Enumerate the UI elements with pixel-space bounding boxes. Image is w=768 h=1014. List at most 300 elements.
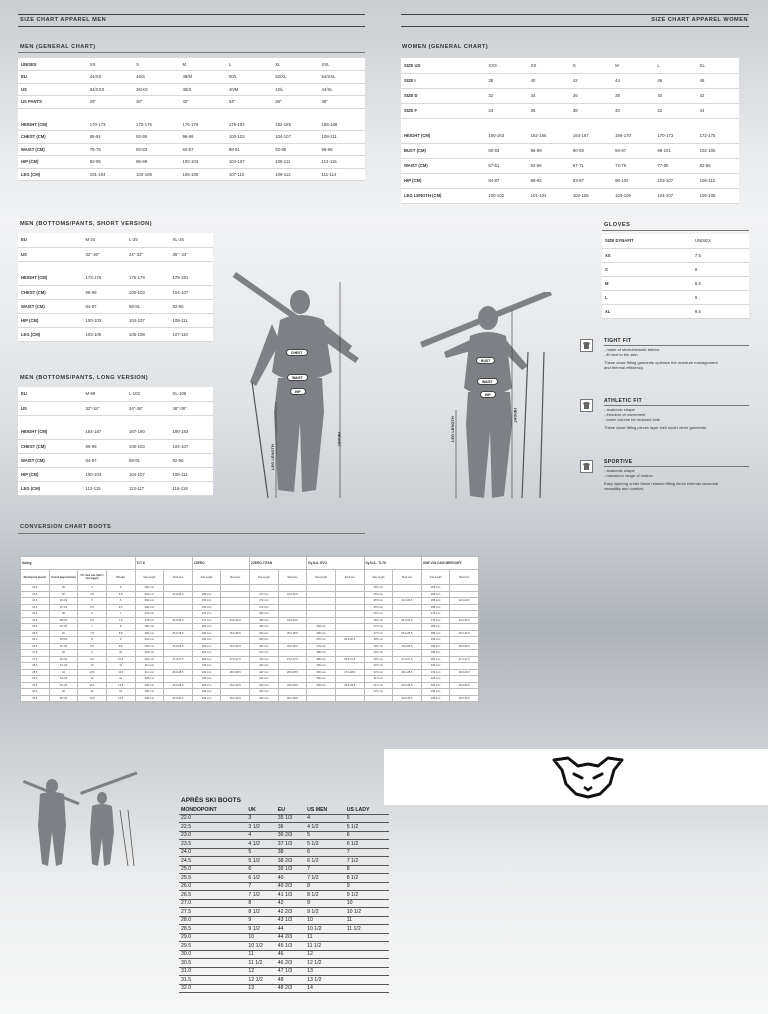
table-cell: 257 mm [364,585,393,592]
table-cell: 303 mm [192,650,221,657]
table-row [18,247,213,261]
table-cell: 316 mm [192,669,221,676]
table-row [18,118,365,131]
table-cell: 294 mm [192,643,221,650]
table-cell: 5 [345,814,389,823]
table-gap [18,261,213,271]
table-cell: 38/S [179,83,225,96]
table-cell: 164-167 [570,128,612,143]
table-cell: 330 mm [135,689,164,696]
table-cell: 30,0-30,5 [221,695,250,702]
table-cell: 282 mm [250,617,279,624]
table-cell: 35 1/3 [276,814,305,823]
row-label: UNISEX [18,58,87,71]
table-cell: 11 [305,933,345,942]
table-cell: 34"-36" [126,401,169,415]
table-cell: 26.0 [179,882,246,891]
table-cell: 25,0-25,5 [221,630,250,637]
table-cell: 104-107 [226,156,272,169]
table-cell: 103-107 [654,173,696,188]
table-cell: 47 1/3 [276,967,305,976]
table-cell: 339 mm [421,689,450,696]
table-row [18,131,365,144]
table-cell: 27,0-27,5 [278,656,307,663]
table-cell: 54/XXL [319,71,365,84]
table-cell: 5,5 [106,591,135,598]
table-cell: 25.5 [179,874,246,883]
fit-icon [580,460,593,473]
table-cell: 9 [106,637,135,644]
table-cell: 9 [78,650,107,657]
table-cell: 100-103 [83,467,126,481]
table-cell: 44 [612,73,654,88]
table-cell: 6 1/2 [345,840,389,849]
table-cell [345,984,389,993]
table-cell: 24.5 [179,857,246,866]
boots-sub-header: Sole length [192,570,221,585]
table-row [18,271,213,285]
row-label: LEG (CM) [18,481,83,495]
table-cell: 103-106 [612,188,654,203]
boots-sub-header: Shell size [278,570,307,585]
table-cell: 36"- 34" [169,247,213,261]
table-cell: 27,0 [21,650,50,657]
table-cell: 38 [570,103,612,118]
table-cell: 182-185 [272,118,318,131]
table-cell: 28,0-28,5 [221,669,250,676]
table-cell: 6 [78,611,107,618]
table-cell: 100-103 [179,156,225,169]
table-cell: 105-108 [126,327,169,341]
table-row [18,58,365,71]
table-cell: 279 mm [421,611,450,618]
table-cell: 105-108 [697,188,739,203]
table-cell: 88-92 [528,173,570,188]
table-row [18,313,213,327]
apres-column-header: US MEN [307,806,328,813]
table-row [602,276,749,290]
table-cell: 272 mm [250,598,279,605]
table-cell: 179-181 [169,271,213,285]
man-waist-callout: WAIST [287,374,308,381]
table-cell: 25,0 [21,624,50,631]
table-cell: 269 mm [307,624,336,631]
boots-sub-header: Shell size [221,570,250,585]
man-pole [252,382,268,498]
table-cell: 108-111 [169,467,213,481]
table-cell: M-98 [83,387,126,401]
table-cell: 10,5 [106,656,135,663]
table-row [18,233,213,247]
table-cell: XL-26 [169,233,213,247]
woman-head [478,306,498,330]
table-cell: 41 1/3 [49,643,78,650]
table-cell: 43 1/3 [49,663,78,670]
table-cell: 30.5 [179,959,246,968]
table-cell: 8 [106,624,135,631]
table-cell: 342 mm [250,695,279,702]
table-cell: XS [528,58,570,73]
table-cell: 9,5 [106,643,135,650]
table-cell: 100-103 [83,313,126,327]
table-cell: 316 mm [192,663,221,670]
skiers-couple-figure [20,770,140,870]
table-cell: 287 mm [364,643,393,650]
table-cell: 262 mm [135,598,164,605]
table-cell: 24,0 [21,611,50,618]
table-row [179,950,389,959]
men-header-top-rule [18,14,365,15]
table-cell: 12 1/2 [246,976,275,985]
apres-table [179,806,389,993]
table-row [401,173,739,188]
table-cell: 30,0 [21,689,50,696]
table-cell: 40 [276,874,305,883]
table-cell: 29,5 [21,682,50,689]
table-row [602,304,749,318]
table-cell: 294 mm [192,637,221,644]
table-cell: 29,0 [21,676,50,683]
table-cell: 262 mm [135,604,164,611]
table-cell: 309 mm [421,650,450,657]
table-cell: 12 [78,689,107,696]
table-cell: 320 mm [135,682,164,689]
table-cell: 109-112 [272,168,318,181]
table-cell: 319 mm [421,663,450,670]
table-cell [345,933,389,942]
fit-description: Easy layering under these relaxed fitting items extends seasonal [604,481,719,486]
table-cell: 43 1/3 [276,916,305,925]
table-cell: 10,5 [78,669,107,676]
table-cell: 94-97 [612,143,654,158]
table-row [18,168,365,181]
table-cell: 50/L [226,71,272,84]
table-cell: 309 mm [421,656,450,663]
table-cell: 102-105 [697,143,739,158]
table-cell: 84-87 [83,299,126,313]
table-cell: 96-99 [179,131,225,144]
table-row [18,401,213,415]
fit-feature: - lower volume for reduced bulk [604,417,660,422]
table-cell: 4 [78,585,107,592]
women-general-title: WOMEN (GENERAL CHART) [402,44,489,50]
row-label: HEIGHT (CM) [18,118,87,131]
table-row [179,857,389,866]
apres-header-row [179,806,389,814]
table-cell: 329 mm [421,682,450,689]
table-cell: 5 [78,598,107,605]
table-cell: 320 mm [135,676,164,683]
table-cell: 44/XS [87,71,133,84]
table-cell: 6 [106,598,135,605]
apres-title: APRÈS SKI BOOTS [181,797,241,804]
table-row [401,103,739,118]
table-cell: 8 [246,899,275,908]
table-cell: 29,0-29,5 [164,682,193,689]
table-row [179,899,389,908]
table-cell: 292 mm [250,630,279,637]
boots-rule [18,533,365,534]
table-row [179,967,389,976]
table-cell: L [226,58,272,71]
table-cell: 5,5 [78,604,107,611]
table-cell: 103-106 [83,327,126,341]
fit-description: These close fitting garments optimize the moisture management [604,360,718,365]
table-cell: 185-188 [319,118,365,131]
table-cell: 292 mm [250,624,279,631]
table-cell: 42 [697,88,739,103]
table-cell: 46 [654,73,696,88]
table-cell: 44 2/3 [49,676,78,683]
table-cell: 36 [570,88,612,103]
men-short-title: MEN (BOTTOMS/PANTS, SHORT VERSION) [20,221,153,227]
table-cell: 30,5 [21,695,50,702]
table-cell: 307 mm [364,669,393,676]
table-cell: 38 2/3 [49,617,78,624]
table-cell: L-25 [126,233,169,247]
table-cell: 291 mm [135,643,164,650]
table-cell: 176-179 [126,271,169,285]
table-row [179,925,389,934]
apres-column-header: US LADY [346,806,370,813]
boots-sub-header: Shell size [450,570,479,585]
table-cell: 6,5 [106,604,135,611]
row-label: SIZE F [401,103,485,118]
table-cell: 38 [49,611,78,618]
table-cell: 25,0-25,5 [164,630,193,637]
table-cell: 23,0 [21,598,50,605]
table-row [401,128,739,143]
man-hip-callout: HIP [290,388,306,395]
table-cell: 52/XL [272,71,318,84]
row-label: WAIST (CM) [18,299,83,313]
table-cell: 301 mm [135,656,164,663]
woman-pole-far [540,352,544,498]
table-cell: 28,0-28,5 [278,669,307,676]
men-long-title: MEN (BOTTOMS/PANTS, LONG VERSION) [20,375,149,381]
row-label: LEG (CM) [18,168,87,181]
table-cell: 6 [305,848,345,857]
row-label: HIP (CM) [18,313,83,327]
snow-leopard-logo-icon [548,754,628,800]
table-cell: 22.0 [179,814,246,823]
man-chest-callout: CHEST [286,349,308,356]
table-cell: 62-66 [528,158,570,173]
row-label: CHEST (CM) [18,439,83,453]
table-cell: 176-179 [179,118,225,131]
table-cell: 13 [305,967,345,976]
fit-feature: - maximum range of motion [604,473,653,478]
table-cell: 8 1/2 [345,874,389,883]
table-cell: 98-102 [612,173,654,188]
row-label: HIP (CM) [18,467,83,481]
table-cell: 44/XL [319,83,365,96]
woman-torso [464,332,512,396]
table-cell: 35 [49,585,78,592]
table-cell: 12,5 [106,682,135,689]
table-cell: 26,0-26,5 [278,643,307,650]
table-cell: 22,5 [21,591,50,598]
boots-sub-header: Sole length [307,570,336,585]
row-label: HEIGHT (CM) [18,271,83,285]
table-cell: 9 [345,882,389,891]
women-general-table [401,58,739,204]
table-cell: 9 [305,899,345,908]
table-cell: 36"-38" [169,401,213,415]
women-header-top-rule [401,14,749,15]
table-row [179,976,389,985]
table-row [401,143,739,158]
boots-group-header: ZZERO [192,557,249,570]
men-long-table [18,387,213,496]
table-cell: 41 1/3 [276,891,305,900]
woman-pole-right [522,352,528,498]
table-cell [345,950,389,959]
table-cell: 257 mm [364,604,393,611]
table-cell: 274 mm [192,611,221,618]
table-row [179,874,389,883]
table-cell: 8 1/2 [246,908,275,917]
table-cell: 40 2/3 [276,882,305,891]
table-row [21,695,479,702]
table-cell: 311 mm [135,663,164,670]
table-cell: 108-111 [169,313,213,327]
table-cell: 30,0-30,5 [393,695,422,702]
table-gap-cell [18,415,213,425]
table-cell: XL-106 [169,387,213,401]
table-cell: 11 [345,916,389,925]
man-measure-figure [228,262,378,502]
table-cell: 30,0-30,5 [278,695,307,702]
table-cell: 8 [692,262,749,276]
table-cell: 10 1/2 [305,925,345,934]
table-cell [345,942,389,951]
table-cell: 11 [106,663,135,670]
table-cell: 267 mm [364,617,393,624]
table-cell: 30,0-30,5 [164,695,193,702]
table-cell: 28,5-29,5 [335,682,364,689]
table-cell: 28" [87,96,133,109]
table-cell: 10 1/2 [246,942,275,951]
woman-bust-callout: BUST [476,357,495,364]
table-cell: 11 1/2 [305,942,345,951]
table-cell: 6,5 [78,617,107,624]
table-cell: S [133,58,179,71]
apres-column-header: UK [248,806,256,813]
table-cell: 11 1/2 [246,959,275,968]
row-label: LEG LENGTH (CM) [401,188,485,203]
table-cell: 36 2/3 [49,598,78,605]
table-cell: 162-165 [528,128,570,143]
fit-description: and thermal efficiency. [604,365,644,370]
table-cell: 190-193 [169,425,213,439]
table-cell: 36 [276,823,305,832]
boots-group-header: TLT 6 [135,557,192,570]
table-cell: 28.5 [179,925,246,934]
table-cell: 160-163 [485,128,527,143]
boots-sub-header: Sole length [421,570,450,585]
table-cell: 13,5 [106,695,135,702]
table-cell: 103-106 [133,168,179,181]
men-general-title: MEN (GENERAL CHART) [20,44,96,50]
table-cell: 307 mm [364,663,393,670]
row-label: LEG (CM) [18,327,83,341]
table-cell: 26,5-27,5 [335,656,364,663]
table-cell: 29,0-29,5 [221,682,250,689]
table-cell: 267 mm [364,611,393,618]
fit-rule [604,466,749,467]
table-cell: 27,0-27,5 [164,656,193,663]
boots-table [20,556,479,702]
table-cell: XXL [319,58,365,71]
table-cell: M [179,58,225,71]
table-cell: 284 mm [192,630,221,637]
table-cell: M [612,58,654,73]
row-label: WAIST (CM) [18,453,83,467]
table-cell: 332 mm [250,676,279,683]
table-cell: 297 mm [364,656,393,663]
table-cell: 9 1/2 [305,908,345,917]
table-cell: 13 1/2 [305,976,345,985]
fit-feature: - anatomic shape [604,468,635,473]
woman-hip-callout: HIP [480,391,496,398]
fit-icon [580,399,593,412]
table-cell: 34" [226,96,272,109]
table-cell: 309 mm [307,682,336,689]
table-cell: 10 [305,916,345,925]
boots-sub-header: Mondopoint (insert) [21,570,50,585]
boots-group-header: Dy.N.A - TLT6 [364,557,421,570]
table-cell: 282 mm [135,624,164,631]
table-cell: 24.0 [179,848,246,857]
table-row [179,848,389,857]
table-cell: 5 1/2 [345,823,389,832]
table-cell: 266 mm [192,598,221,605]
table-cell: 44 [276,925,305,934]
boots-group-header: ONE VULCAN/ MERCURY [421,557,478,570]
table-cell: 7 [305,865,345,874]
table-cell: 40 2/3 [49,637,78,644]
table-cell: 319 mm [421,669,450,676]
table-cell: 7,5 [692,248,749,262]
table-cell: 37 1/3 [276,840,305,849]
table-cell: 37 1/3 [49,604,78,611]
table-row [18,71,365,84]
table-cell: 28,0-28,5 [450,669,479,676]
table-cell: 82-86 [697,158,739,173]
table-cell: 80-83 [133,143,179,156]
table-cell: 7,5 [78,630,107,637]
table-cell: 336 mm [192,689,221,696]
row-label: CHEST (CM) [18,285,83,299]
table-cell [345,967,389,976]
table-cell: 179-182 [226,118,272,131]
table-cell: 48 [697,73,739,88]
table-cell: 7 [78,624,107,631]
table-cell: 88-91 [226,143,272,156]
table-cell: XL [697,58,739,73]
table-cell: 27,0-27,5 [393,656,422,663]
table-row [401,73,739,88]
table-cell: S [570,58,612,73]
table-cell: 46/S [133,71,179,84]
table-cell: 327 mm [364,689,393,696]
table-cell: 336 mm [192,695,221,702]
table-cell: 309 mm [307,676,336,683]
men-header-title: SIZE CHART APPAREL MEN [20,17,107,23]
table-cell: 10 [78,663,107,670]
table-cell: 104-107 [272,131,318,144]
